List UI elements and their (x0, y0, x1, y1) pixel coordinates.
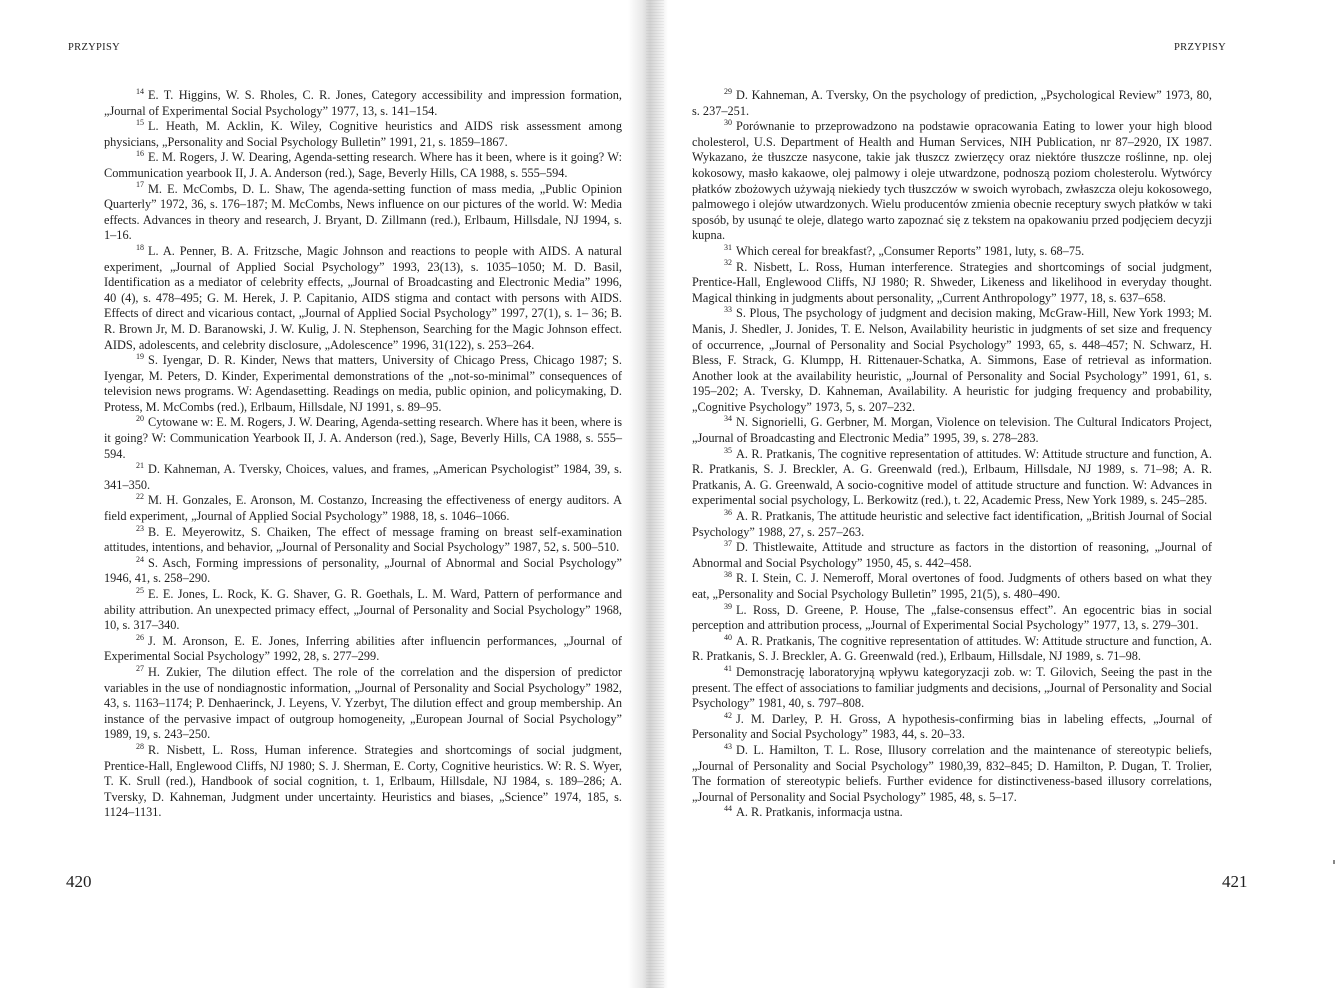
footnote-text: A. R. Pratkanis, The cognitive representation of attitudes. W: Attitude structure and function, A. R. Pratkanis, S. J. Breckler, A. G. Greenwald (red.), Erlbaum, Hillsdale, NJ 1989, s. 71–98. (692, 633, 1212, 664)
footnote (104, 88, 622, 119)
footnote (692, 571, 1212, 602)
footnote-number: 35 (724, 445, 732, 455)
footnote-number: 31 (724, 242, 732, 252)
footnote-number: 23 (136, 523, 144, 533)
footnote (104, 462, 622, 493)
left-page (0, 0, 650, 988)
footnote-text: Demonstrację laboratoryjną wpływu kategoryzacji zob. w: T. Gilovich, Seeing the past in the present. The effect of associations to familiar judgments and decisions, „Journal of Personality and Social Psychology” 1981, 40, s. 797–808. (692, 664, 1212, 711)
footnote (104, 634, 622, 665)
footnote-number: 17 (136, 180, 144, 190)
footnote (692, 260, 1212, 307)
footnote (104, 743, 622, 821)
footnote-text: R. Nisbett, L. Ross, Human inference. Strategies and shortcomings of social judgment, Prentice-Hall, Englewood Cliffs, NJ 1980; S. J. Sherman, E. Corty, Cognitive heuristics. W: R. S. Wyer, T. K. Srull (red.), Handbook of social cognition, t. 1, Erlbaum, Hillsdale, NJ 1984, s. 189–286; A. Tversky, D. Kahneman, Judgment under uncertainty. Heuristics and biases, „Science” 1974, 185, s. 1124–1131. (104, 742, 622, 820)
footnote-number: 38 (724, 570, 732, 580)
footnote-number: 19 (136, 352, 144, 361)
footnote-text: E. E. Jones, L. Rock, K. G. Shaver, G. R. Goethals, L. M. Ward, Pattern of performance and ability attribution. An unexpected primacy effect, „Journal of Personality and Social Psychology” 1968, 10, s. 317–340. (104, 587, 622, 633)
footnote (104, 244, 622, 353)
footnote-text: L. A. Penner, B. A. Fritzsche, Magic Johnson and reactions to people with AIDS. A natural experiment, „Journal of Applied Social Psychology” 1993, 23(13), s. 1035–1050; M. D. Basil, Identification as a mediator of celebrity effects, „Journal of Broadcasting and Electronic Media” 1996, 40 (4), s. 478–495; G. M. Herek, J. P. Capitanio, AIDS stigma and contact with persons with AIDS. Effects of direct and vicarious contact, „Journal of Applied Social Psychology” 1997, 27(1), s. 1– 36; B. R. Brown Jr, M. D. Baranowski, J. W. Kulig, J. N. Stephenson, Searching for the Magic Johnson effect. AIDS, adolescents, and celebrity disclosure, „Adolescence” 1996, 31(122), s. 253–264. (104, 243, 622, 352)
footnote-number: 25 (136, 585, 144, 595)
scan-edge-mark (1333, 860, 1335, 864)
footnote-number: 44 (724, 804, 732, 814)
footnote-text: L. Heath, M. Acklin, K. Wiley, Cognitive heuristics and AIDS risk assessment among physicians, „Personality and Social Psychology Bulletin” 1991, 21, s. 1859–1867. (104, 119, 622, 149)
footnote (692, 634, 1212, 665)
footnote-number: 18 (136, 242, 144, 252)
footnote (692, 603, 1212, 634)
footnote-number: 36 (724, 507, 732, 517)
footnote (692, 244, 1212, 260)
footnote-number: 20 (136, 414, 144, 424)
footnote-number: 32 (724, 258, 732, 268)
footnote-text: B. E. Meyerowitz, S. Chaiken, The effect of message framing on breast self-examination attitudes, intentions, and behavior, „Journal of Personality and Social Psychology” 1987, 52, s. 500–510. (104, 524, 622, 555)
footnote-text: S. Iyengar, D. R. Kinder, News that matters, University of Chicago Press, Chicago 1987; S. Iyengar, M. Peters, D. Kinder, Experimental demonstrations of the „not-so-minimal” consequences of television news programs. W: Agendasetting. Readings on media, public opinion, and policymaking, D. Protess, M. McCombs (red.), Erlbaum, Hillsdale, NJ 1991, s. 89–95. (104, 353, 622, 414)
footnote-text: H. Zukier, The dilution effect. The role of the correlation and the dispersion of predictor variables in the use of nondiagnostic information, „Journal of Personality and Social Psychology” 1982, 43, s. 1163–1174; P. Denhaerinck, J. Leyens, V. Yzerbyt, The dilution effect and group membership. An instance of the pervasive impact of outgroup homogeneity, „European Journal of Social Psychology” 1989, 19, s. 243–250. (104, 664, 622, 742)
footnote-text: M. H. Gonzales, E. Aronson, M. Costanzo, Increasing the effectiveness of energy auditors. A field experiment, „Journal of Applied Social Psychology” 1988, 18, s. 1046–1066. (104, 493, 622, 524)
footnote (104, 556, 622, 587)
footnote-text: Which cereal for breakfast?, „Consumer Reports” 1981, luty, s. 68–75. (736, 243, 1085, 258)
footnote-number: 22 (136, 492, 144, 502)
footnote (692, 447, 1212, 509)
footnote-number: 39 (724, 601, 732, 611)
footnote (104, 119, 622, 150)
footnote-number: 42 (724, 710, 732, 720)
footnote-text: E. T. Higgins, W. S. Rholes, C. R. Jones, Category accessibility and impression formation, „Journal of Experimental Social Psychology” 1977, 13, s. 141–154. (104, 88, 622, 118)
footnote-text: D. Kahneman, A. Tversky, On the psychology of prediction, „Psychological Review” 1973, 80, s. 237–251. (692, 88, 1212, 118)
page-number: 421 (1222, 872, 1248, 891)
footnote (692, 712, 1212, 743)
footnote-text: A. R. Pratkanis, The attitude heuristic and selective fact identification, „British Journal of Social Psychology” 1988, 27, s. 257–263. (692, 509, 1212, 539)
running-header: PRZYPISY (1174, 42, 1226, 53)
footnote-number: 26 (136, 632, 144, 642)
footnote-number: 43 (724, 741, 732, 751)
footnote (692, 743, 1212, 805)
footnote-number: 14 (136, 86, 144, 96)
footnote-number: 40 (724, 632, 732, 642)
footnotes-list (104, 88, 622, 821)
footnote-number: 34 (724, 414, 732, 424)
footnote (104, 353, 622, 415)
footnote-number: 16 (136, 149, 144, 159)
footnote (692, 805, 1212, 821)
footnote (692, 88, 1212, 119)
footnote-text: J. M. Aronson, E. E. Jones, Inferring abilities after influencin performances, „Journal of Experimental Social Psychology” 1992, 28, s. 277–299. (104, 633, 622, 664)
footnote (692, 119, 1212, 244)
footnote-text: D. L. Hamilton, T. L. Rose, Illusory correlation and the maintenance of stereotypic beliefs, „Journal of Personality and Social Psychology” 1980,39, 832–845; D. Hamilton, P. Dugan, T. Trolier, The formation of stereotypic beliefs. Further evidence for distinctiveness-based illusory correlations, „Journal of Personality and Social Psychology” 1985, 48, s. 5–17. (692, 742, 1212, 804)
right-page (676, 0, 1338, 988)
footnote (104, 415, 622, 462)
footnote (104, 587, 622, 634)
footnote-number: 30 (724, 118, 732, 128)
footnote (104, 150, 622, 181)
footnote-text: A. R. Pratkanis, The cognitive representation of attitudes. W: Attitude structure and function, A. R. Pratkanis, S. J. Breckler, A. G. Greenwald (red.), Erlbaum, Hillsdale, NJ 1989, s. 71–98; A. R. Pratkanis, A. G. Greenwald, A socio-cognitive model of attitude structure and function. W: Advances in experimental social psychology, L. Berkowitz (red.), t. 22, Academic Press, New York 1989, s. 245–285. (692, 446, 1212, 508)
footnote-text: S. Plous, The psychology of judgment and decision making, McGraw-Hill, New York 1993; M. Manis, J. Shedler, J. Jonides, T. E. Nelson, Availability heuristic in judgments of set size and frequency of occurrence, „Journal of Personality and Social Psychology” 1993, 65, s. 448–457; N. Schwarz, H. Bless, F. Strack, G. Klumpp, H. Rittenauer-Schatka, A. Simmons, Ease of retrieval as information. Another look at the availability heuristic, „Journal of Personality and Social Psychology” 1991, 61, s. 195–202; A. Tversky, D. Kahneman, Availability. A heuristic for judging frequency and probability, „Cognitive Psychology” 1973, 5, s. 207–232. (692, 306, 1212, 414)
footnote-text: Porównanie to przeprowadzono na podstawie opracowania Eating to lower your high blood cholesterol, U.S. Department of Health and Human Services, NIH Publication, nr 87–2920, IX 1987. Wykazano, że tłuszcze nasycone, takie jak tłuszcz zwierzęcy oraz niektóre tłuszcze roślinne, np. olej kokosowy, masło kakaowe, olej palmowy i oleje utwardzone, podnoszą poziom cholesterolu. Wytwórcy płatków zbożowych używają niekiedy tych tłuszczów w swoich wyrobach, zwłaszcza oleju kokosowego, palmowego i olejów utwardzonych. Wielu producentów zmienia obecnie receptury swych płatków w taki sposób, by usunąć te oleje, dlatego warto zapoznać się z tekstem na opakowaniu przed podjęciem decyzji kupna. (692, 119, 1212, 243)
footnote-text: J. M. Darley, P. H. Gross, A hypothesis-confirming bias in labeling effects, „Journal of Personality and Social Psychology” 1983, 44, s. 20–33. (692, 711, 1212, 742)
footnote (692, 540, 1212, 571)
footnote-number: 27 (136, 663, 144, 673)
footnote-number: 24 (136, 554, 144, 564)
footnote-text: N. Signorielli, G. Gerbner, M. Morgan, Violence on television. The Cultural Indicators Project, „Journal of Broadcasting and Electronic Media” 1995, 39, s. 278–283. (692, 415, 1212, 446)
footnote-text: D. Thistlewaite, Attitude and structure as factors in the distortion of reasoning, „Journal of Abnormal and Social Psychology” 1950, 45, s. 442–458. (692, 540, 1212, 570)
footnote-text: D. Kahneman, A. Tversky, Choices, values, and frames, „American Psychologist” 1984, 39, s. 341–350. (104, 462, 622, 492)
footnote-number: 28 (136, 741, 144, 751)
footnote (692, 415, 1212, 446)
page-number: 420 (66, 872, 92, 891)
footnote (104, 525, 622, 556)
footnote-text: L. Ross, D. Greene, P. House, The „false-consensus effect”. An egocentric bias in social perception and attribution process, „Journal of Experimental Social Psychology” 1977, 13, s. 279–301. (692, 602, 1212, 633)
footnote-text: R. I. Stein, C. J. Nemeroff, Moral overtones of food. Judgments of others based on what they eat, „Personality and Social Psychology Bulletin” 1995, 21(5), s. 480–490. (692, 571, 1212, 601)
footnote (692, 665, 1212, 712)
footnote-text: A. R. Pratkanis, informacja ustna. (736, 805, 903, 820)
footnote-number: 21 (136, 461, 144, 471)
footnote-text: R. Nisbett, L. Ross, Human interference. Strategies and shortcomings of social judgment, Prentice-Hall, Englewood Cliffs, NJ 1980; R. Shweder, Likeness and likelihood in everyday thought. Magical thinking in judgments about personality, „Current Anthropology” 1977, 18, s. 637–658. (692, 259, 1212, 305)
footnotes-list (692, 88, 1212, 821)
footnote (104, 665, 622, 743)
footnote (104, 493, 622, 524)
footnote-text: S. Asch, Forming impressions of personality, „Journal of Abnormal and Social Psychology” 1946, 41, s. 258–290. (104, 555, 622, 586)
footnote (692, 509, 1212, 540)
footnote-number: 33 (724, 305, 732, 315)
footnote-number: 37 (724, 539, 732, 549)
footnote-text: E. M. Rogers, J. W. Dearing, Agenda-setting research. Where has it been, where is it going? W: Communication yearbook II, J. A. Anderson (red.), Sage, Beverly Hills, CA 1988, s. 555–594. (104, 150, 622, 180)
running-header: PRZYPISY (68, 42, 120, 53)
footnote-number: 41 (724, 663, 732, 673)
footnote (692, 306, 1212, 415)
footnote-text: M. E. McCombs, D. L. Shaw, The agenda-setting function of mass media, „Public Opinion Quarterly” 1972, 36, s. 176–187; M. McCombs, News influence on our pictures of the world. W: Media effects. Advances in theory and research, J. Bryant, D. Zillmann (red.), Erlbaum, Hillsdale, NJ 1994, s. 1–16. (104, 181, 622, 243)
footnote-number: 29 (724, 86, 732, 96)
footnote (104, 182, 622, 244)
footnote-text: Cytowane w: E. M. Rogers, J. W. Dearing, Agenda-setting research. Where has it been, where is it going? W: Communication Yearbook II, J. A. Anderson (red.), Sage, Beverly Hills, CA 1988, s. 555–594. (104, 415, 622, 461)
footnote-number: 15 (136, 118, 144, 128)
